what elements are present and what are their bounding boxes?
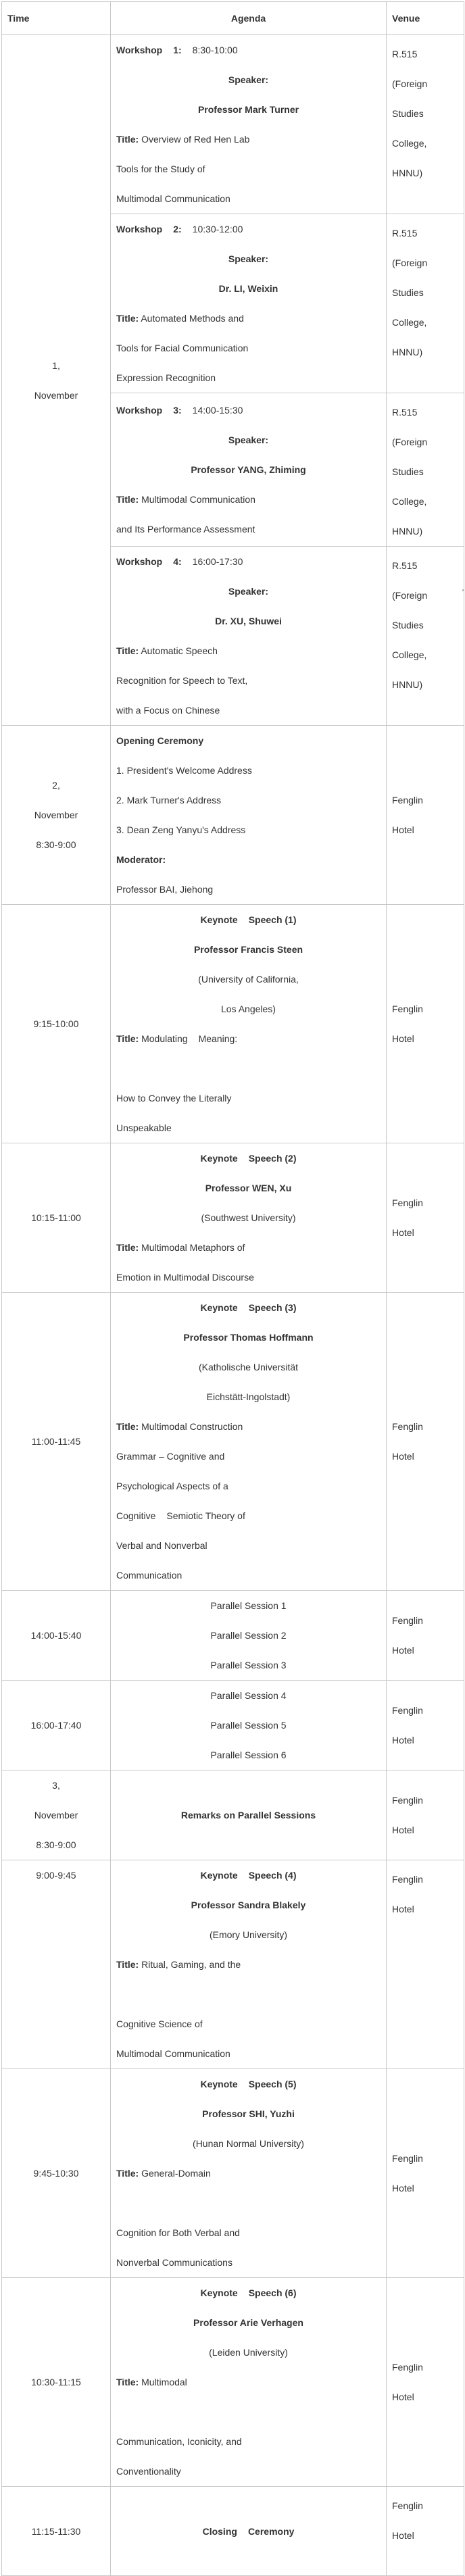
affiliation: (Emory University) — [209, 1929, 288, 1940]
time-cell: 10:15-11:00 — [2, 1143, 111, 1293]
workshop-label: Workshop — [116, 556, 163, 567]
keynote-cell — [111, 1860, 387, 2069]
table-row — [2, 2278, 464, 2487]
venue-text: (Foreign — [392, 78, 428, 89]
keynote-cell — [111, 2069, 387, 2278]
workshop-cell — [111, 547, 387, 726]
venue-cell — [387, 214, 464, 393]
table-row — [2, 1591, 464, 1681]
affiliation: (Katholische Universität — [198, 1362, 299, 1372]
parallel-session: Parallel Session 3 — [210, 1660, 287, 1670]
talk-title: Cognition for Both Verbal and — [116, 2227, 240, 2238]
parallel-sessions-cell — [111, 1591, 387, 1681]
workshop-number: 3: — [173, 405, 182, 416]
venue-cell — [387, 35, 464, 214]
workshop-time: 10:30-12:00 — [192, 224, 243, 234]
talk-title: Nonverbal Communications — [116, 2257, 232, 2268]
remarks-cell: Remarks on Parallel Sessions — [111, 1770, 387, 1860]
speaker-label: Speaker: — [228, 74, 269, 85]
talk-title: Expression Recognition — [116, 372, 216, 383]
table-row — [2, 1860, 464, 2069]
date-text: November — [34, 810, 78, 820]
venue-cell — [387, 2069, 464, 2278]
talk-title: Cognitive — [116, 1510, 156, 1521]
venue-text: (Foreign — [392, 437, 428, 447]
title-label: Title: — [116, 134, 139, 145]
talk-title: Meaning: — [198, 1033, 238, 1044]
talk-title: Automated Methods and — [141, 313, 244, 324]
workshop-cell — [111, 214, 387, 393]
date-text: November — [34, 1810, 78, 1820]
time-cell: 11:15-11:30 — [2, 2487, 111, 2576]
speaker-name: Professor WEN, Xu — [205, 1183, 292, 1193]
session-title: Opening Ceremony — [116, 735, 204, 746]
talk-title: Emotion in Multimodal Discourse — [116, 1272, 254, 1283]
venue-text: Hotel — [392, 1735, 414, 1745]
closing-cell — [111, 2487, 387, 2576]
header-venue: Venue — [387, 2, 464, 35]
speaker-name: Dr. LI, Weixin — [218, 283, 278, 294]
speaker-name: Professor Thomas Hoffmann — [183, 1332, 314, 1343]
opening-ceremony-cell — [111, 726, 387, 905]
parallel-session: Parallel Session 5 — [210, 1720, 287, 1731]
speaker-label: Speaker: — [228, 586, 269, 597]
list-item: 1. President's Welcome Address — [116, 765, 252, 776]
venue-text: Hotel — [392, 1904, 414, 1914]
talk-title: Tools for Facial Communication — [116, 343, 249, 353]
speech-number: Speech (2) — [248, 1153, 297, 1164]
talk-title: Multimodal Communication — [116, 2048, 230, 2059]
list-item: 3. Dean Zeng Yanyu's Address — [116, 824, 246, 835]
venue-text: HNNU) — [392, 347, 423, 357]
talk-title: Conventionality — [116, 2466, 181, 2477]
day2-date-cell — [2, 726, 111, 905]
agenda-table — [1, 1, 464, 2576]
title-label: Title: — [116, 2377, 139, 2387]
venue-text: Fenglin — [392, 1421, 423, 1432]
time-cell: 14:00-15:40 — [2, 1591, 111, 1681]
day3-date-cell — [2, 1770, 111, 1860]
speech-number: Speech (5) — [248, 2079, 297, 2089]
venue-text: Fenglin — [392, 1705, 423, 1716]
talk-title: Unspeakable — [116, 1122, 172, 1133]
parallel-session: Parallel Session 4 — [210, 1690, 287, 1701]
venue-text: Hotel — [392, 1033, 414, 1044]
date-text: 8:30-9:00 — [36, 1839, 76, 1850]
talk-title: Multimodal Communication — [116, 193, 230, 204]
workshop-time: 8:30-10:00 — [192, 45, 238, 55]
workshop-label: Workshop — [116, 224, 163, 234]
header-time: Time — [2, 2, 111, 35]
talk-title: Semiotic Theory of — [166, 1510, 245, 1521]
venue-text: Hotel — [392, 2183, 414, 2194]
affiliation: Eichstätt-Ingolstadt) — [206, 1391, 291, 1402]
speaker-label: Speaker: — [228, 253, 269, 264]
venue-cell — [387, 1681, 464, 1770]
speaker-name: Professor SHI, Yuzhi — [202, 2108, 295, 2119]
title-label: Title: — [116, 2168, 139, 2179]
title-label: Title: — [116, 645, 139, 656]
title-label: Title: — [116, 1421, 139, 1432]
title-label: Title: — [116, 1959, 139, 1970]
speaker-name: Professor YANG, Zhiming — [191, 464, 306, 475]
speaker-label: Speaker: — [228, 435, 269, 445]
talk-title: Multimodal Metaphors of — [141, 1242, 245, 1253]
workshop-label: Workshop — [116, 45, 163, 55]
affiliation: (Leiden University) — [209, 2347, 288, 2358]
title-label: Title: — [116, 1033, 139, 1044]
speaker-name: Professor Sandra Blakely — [191, 1900, 306, 1910]
venue-cell — [387, 2487, 464, 2576]
venue-text: Hotel — [392, 1227, 414, 1238]
venue-text: HNNU) — [392, 526, 423, 537]
venue-text: College, — [392, 649, 427, 660]
venue-text: Studies — [392, 466, 424, 477]
talk-title: Modulating — [141, 1033, 188, 1044]
venue-text: R.515 — [392, 560, 418, 571]
speaker-name: Professor Mark Turner — [197, 104, 299, 115]
venue-text: Fenglin — [392, 2153, 423, 2164]
keynote-label: Keynote — [200, 1153, 238, 1164]
talk-title: Multimodal Construction — [141, 1421, 243, 1432]
list-item: 2. Mark Turner's Address — [116, 795, 222, 806]
venue-text: Fenglin — [392, 1795, 423, 1806]
affiliation: (Southwest University) — [201, 1212, 296, 1223]
venue-text: Studies — [392, 287, 424, 298]
keynote-label: Keynote — [200, 2287, 238, 2298]
workshop-label: Workshop — [116, 405, 163, 416]
closing-label: Closing — [202, 2525, 237, 2537]
parallel-session: Parallel Session 6 — [210, 1750, 287, 1760]
venue-cell — [387, 726, 464, 905]
closing-label: Ceremony — [247, 2525, 295, 2537]
speech-number: Speech (6) — [248, 2287, 297, 2298]
talk-title: Communication — [116, 1570, 182, 1581]
parallel-session: Parallel Session 1 — [210, 1600, 287, 1611]
venue-text: Fenglin — [392, 2500, 423, 2511]
time-cell: 16:00-17:40 — [2, 1681, 111, 1770]
venue-text: Hotel — [392, 2530, 414, 2541]
venue-text: Hotel — [392, 2392, 414, 2402]
venue-text: R.515 — [392, 49, 418, 59]
talk-title: General-Domain — [141, 2168, 211, 2179]
venue-cell — [387, 905, 464, 1143]
venue-text: Studies — [392, 620, 424, 630]
table-row — [2, 35, 464, 214]
venue-text: Fenglin — [392, 1615, 423, 1626]
moderator-label: Moderator: — [116, 854, 166, 865]
venue-text: Fenglin — [392, 1004, 423, 1014]
keynote-label: Keynote — [200, 914, 238, 925]
keynote-cell — [111, 1143, 387, 1293]
date-text: November — [34, 389, 78, 401]
time-cell: 9:45-10:30 — [2, 2069, 111, 2278]
time-cell: 10:30-11:15 — [2, 2278, 111, 2487]
venue-text: HNNU) — [392, 679, 423, 690]
venue-text: (Foreign — [392, 590, 428, 601]
venue-text: HNNU) — [392, 168, 423, 178]
header-agenda: Agenda — [111, 2, 387, 35]
talk-title: Tools for the Study of — [116, 164, 205, 174]
table-row — [2, 1293, 464, 1591]
talk-title: and Its Performance Assessment — [116, 524, 255, 535]
venue-text: Fenglin — [392, 2362, 423, 2373]
affiliation: (University of California, — [198, 974, 299, 985]
venue-text: College, — [392, 138, 427, 149]
venue-text: R.515 — [392, 228, 418, 239]
venue-text: Fenglin — [392, 1197, 423, 1208]
talk-title: Psychological Aspects of a — [116, 1481, 228, 1491]
venue-text: Fenglin — [392, 1874, 423, 1885]
table-row — [2, 2069, 464, 2278]
table-row — [2, 1681, 464, 1770]
venue-cell — [387, 1591, 464, 1681]
talk-title: with a Focus on Chinese — [116, 705, 220, 716]
keynote-cell — [111, 905, 387, 1143]
header-row — [2, 2, 464, 35]
speech-number: Speech (4) — [248, 1870, 297, 1881]
talk-title: Multimodal — [141, 2377, 187, 2387]
time-cell: 9:00-9:45 — [2, 1860, 111, 2069]
time-cell: 9:15-10:00 — [2, 905, 111, 1143]
talk-title: Ritual, Gaming, and the — [141, 1959, 241, 1970]
talk-title: Recognition for Speech to Text, — [116, 675, 248, 686]
date-text: 3, — [52, 1780, 60, 1791]
talk-title: Overview of Red Hen Lab — [141, 134, 250, 145]
venue-cell — [387, 1770, 464, 1860]
scroll-marker-dot — [462, 589, 464, 591]
talk-title: Multimodal Communication — [141, 494, 255, 505]
table-row — [2, 2487, 464, 2576]
title-label: Title: — [116, 494, 139, 505]
title-label: Title: — [116, 1242, 139, 1253]
talk-title: Verbal and Nonverbal — [116, 1540, 207, 1551]
venue-cell — [387, 1860, 464, 2069]
time-cell: 11:00-11:45 — [2, 1293, 111, 1591]
title-label: Title: — [116, 313, 139, 324]
parallel-sessions-cell — [111, 1681, 387, 1770]
workshop-cell — [111, 35, 387, 214]
keynote-cell — [111, 1293, 387, 1591]
affiliation: (Hunan Normal University) — [193, 2138, 304, 2149]
keynote-label: Keynote — [200, 1302, 238, 1313]
speaker-name: Dr. XU, Shuwei — [215, 616, 282, 626]
talk-title: How to Convey the Literally — [116, 1093, 232, 1104]
talk-title: Automatic Speech — [141, 645, 218, 656]
date-text: 2, — [52, 780, 60, 791]
date-text: 1, — [52, 360, 60, 371]
table-row — [2, 1143, 464, 1293]
venue-text: College, — [392, 317, 427, 328]
workshop-number: 1: — [173, 45, 182, 55]
venue-cell — [387, 2278, 464, 2487]
venue-cell — [387, 547, 464, 726]
date-text: 8:30-9:00 — [36, 839, 76, 850]
venue-text: Studies — [392, 108, 424, 119]
venue-cell — [387, 1293, 464, 1591]
venue-cell — [387, 393, 464, 547]
keynote-cell — [111, 2278, 387, 2487]
speaker-name: Professor Arie Verhagen — [193, 2317, 303, 2328]
keynote-label: Keynote — [200, 1870, 238, 1881]
moderator-name: Professor BAI, Jiehong — [116, 884, 214, 895]
day1-date-cell — [2, 35, 111, 726]
venue-text: Hotel — [392, 824, 414, 835]
venue-text: Hotel — [392, 1451, 414, 1462]
venue-cell — [387, 1143, 464, 1293]
workshop-cell — [111, 393, 387, 547]
venue-text: Hotel — [392, 1825, 414, 1835]
speech-number: Speech (3) — [248, 1302, 297, 1313]
affiliation: Los Angeles) — [221, 1004, 276, 1014]
talk-title: Communication, Iconicity, and — [116, 2436, 242, 2447]
parallel-session: Parallel Session 2 — [210, 1630, 287, 1641]
keynote-label: Keynote — [200, 2079, 238, 2089]
table-row — [2, 1770, 464, 1860]
table-row — [2, 905, 464, 1143]
venue-text: (Foreign — [392, 257, 428, 268]
talk-title: Grammar – Cognitive and — [116, 1451, 225, 1462]
speech-number: Speech (1) — [248, 914, 297, 925]
speaker-name: Professor Francis Steen — [193, 944, 303, 955]
workshop-number: 2: — [173, 224, 182, 234]
workshop-time: 16:00-17:30 — [192, 556, 243, 567]
workshop-time: 14:00-15:30 — [192, 405, 243, 416]
venue-text: Hotel — [392, 1645, 414, 1656]
venue-text: R.515 — [392, 407, 418, 418]
workshop-number: 4: — [173, 556, 182, 567]
venue-text: College, — [392, 496, 427, 507]
venue-text: Fenglin — [392, 795, 423, 806]
talk-title: Cognitive Science of — [116, 2018, 203, 2029]
table-row — [2, 726, 464, 905]
